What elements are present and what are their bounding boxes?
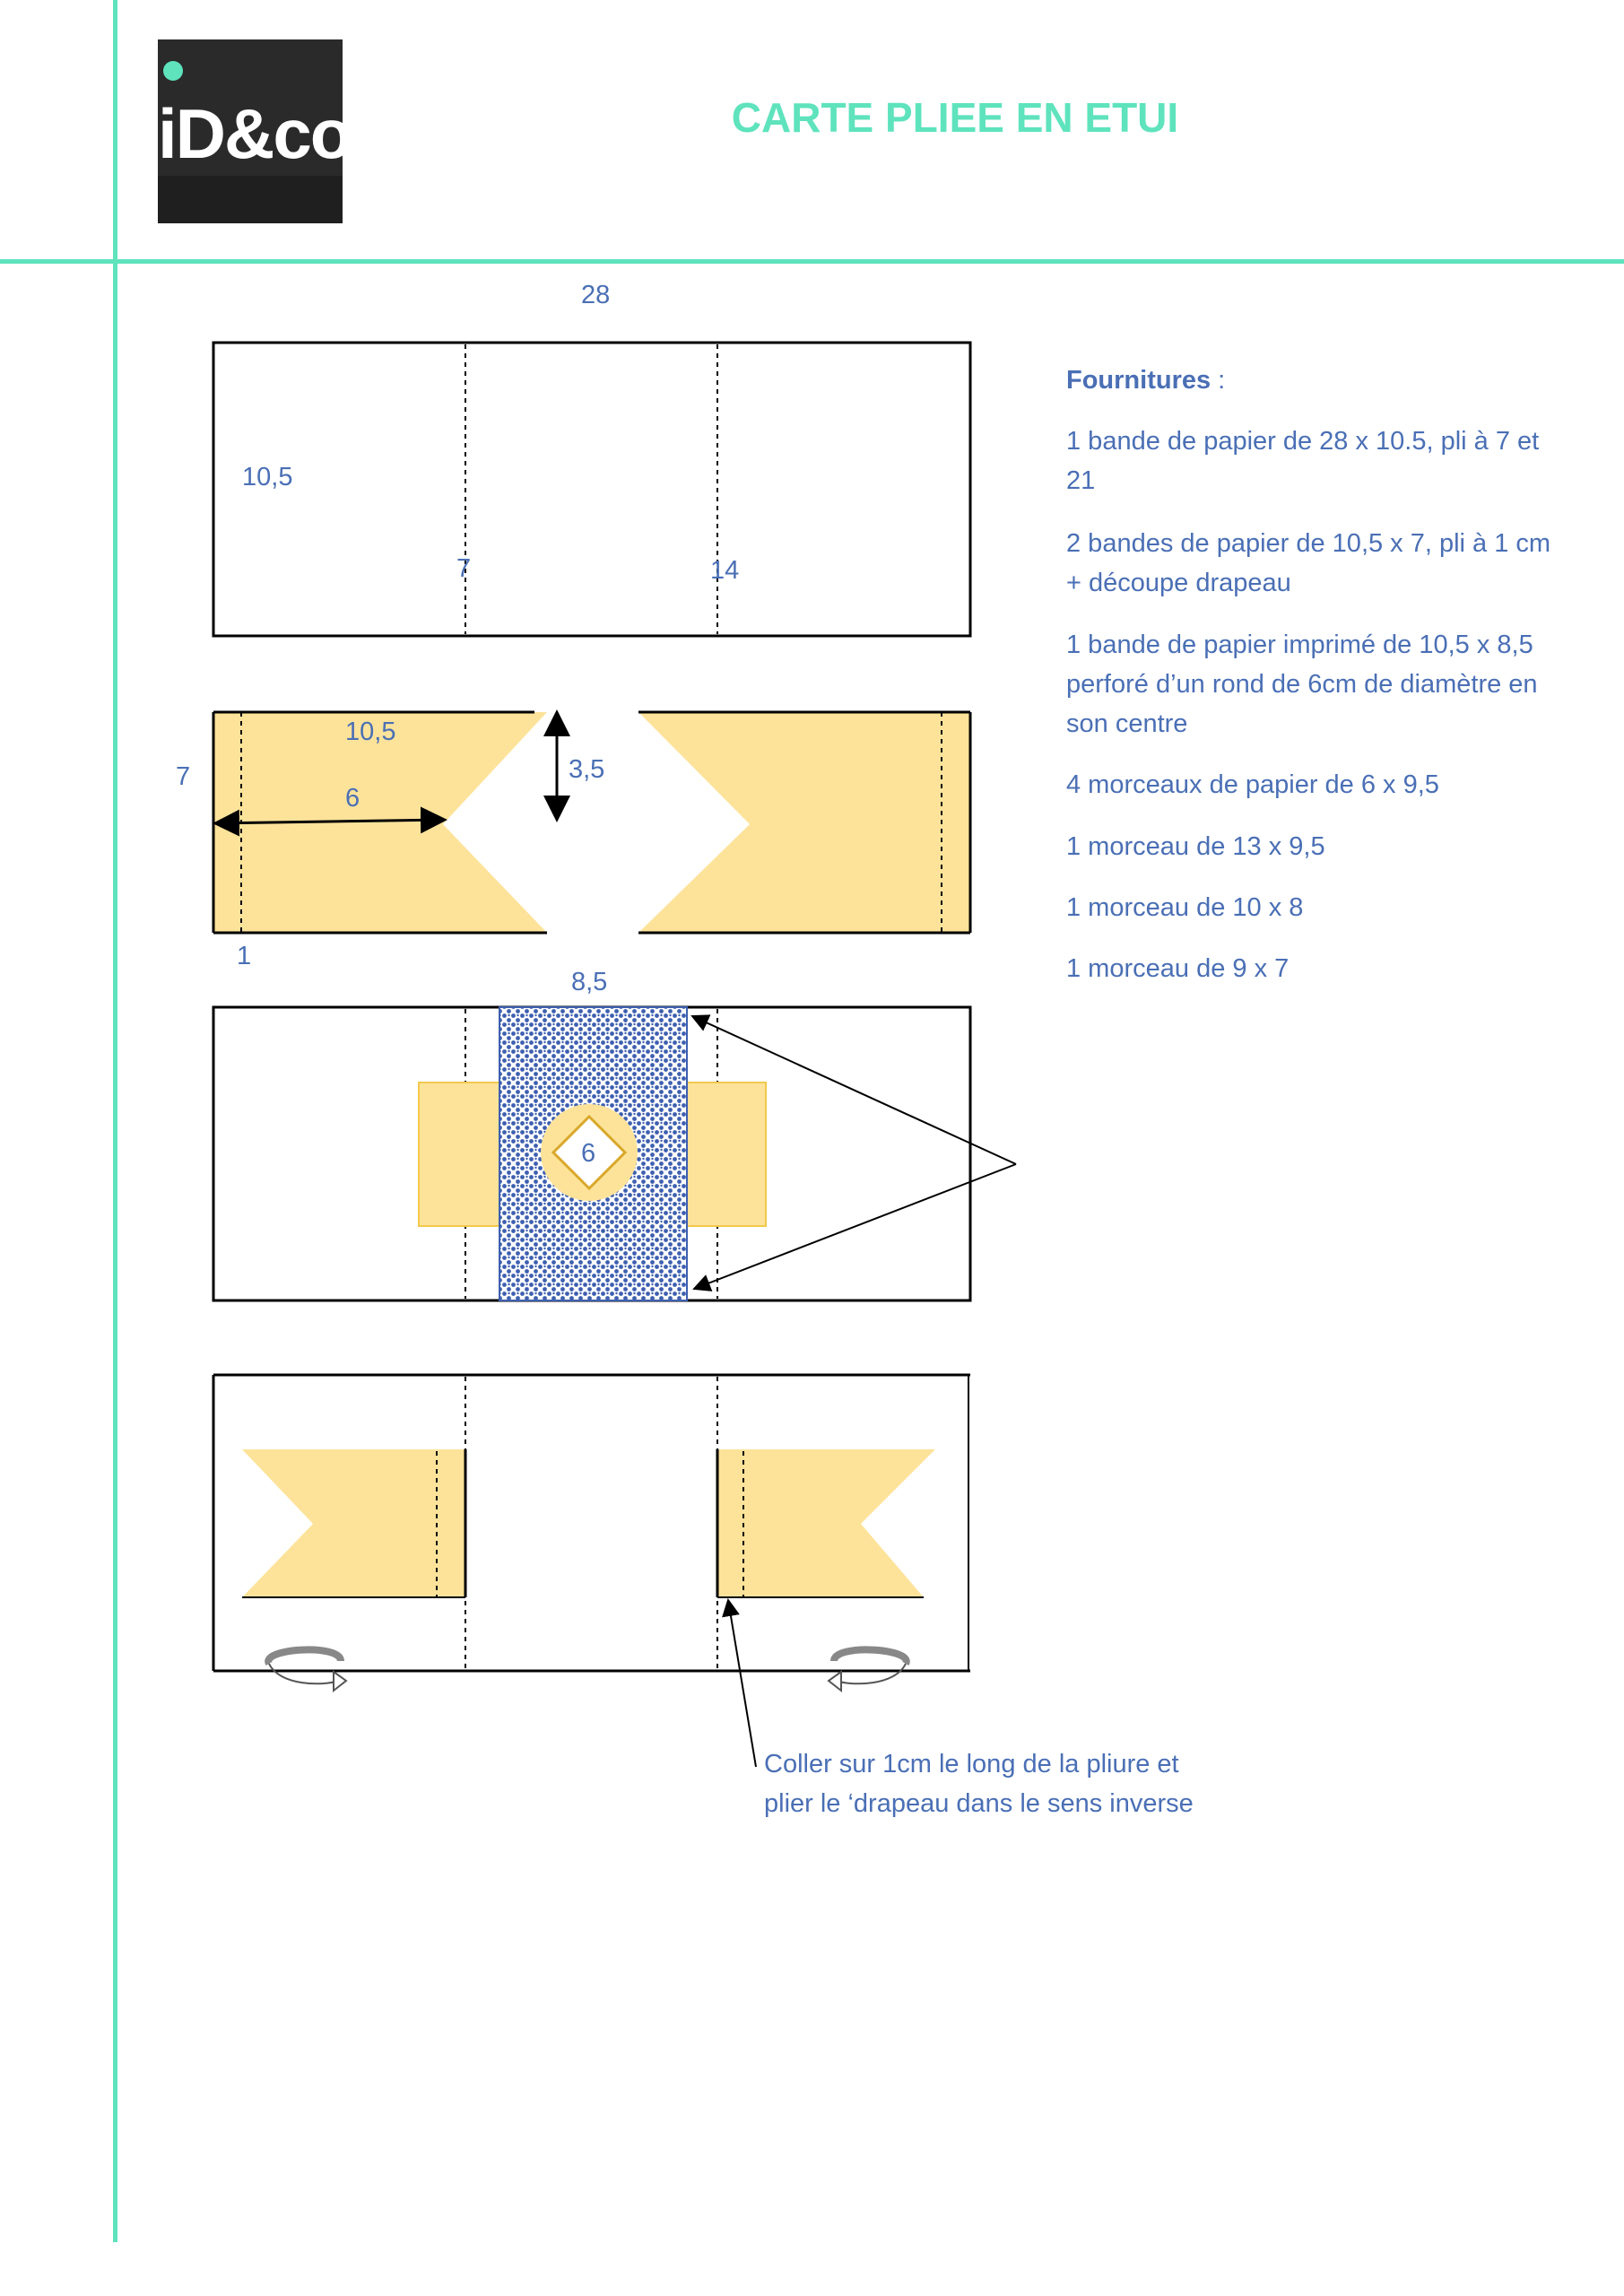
diagram-4-folding — [213, 1375, 970, 1767]
gluing-note-line-2: plier le ‘drapeau dans le sens inverse — [764, 1789, 1194, 1818]
supply-item: 4 morceaux de papier de 6 x 9,5 — [1066, 770, 1439, 799]
supply-item: 1 morceau de 9 x 7 — [1066, 954, 1290, 983]
logo-text: iD&co — [158, 94, 352, 173]
diagram-2-flags — [213, 712, 970, 933]
gluing-note — [764, 1744, 1266, 1823]
diagram-3-width-label: 8,5 — [571, 968, 608, 996]
supply-item: 1 morceau de 10 x 8 — [1066, 893, 1304, 922]
supply-item: 2 bandes de papier de 10,5 x 7, pli à 1 cm + découpe drapeau — [1066, 529, 1551, 597]
diagram-2-margin-label: 1 — [237, 942, 252, 970]
diagram-1-width-label: 28 — [581, 281, 611, 309]
supplies-heading-suffix: : — [1211, 366, 1226, 395]
diagram-1-fold2-label: 14 — [710, 556, 740, 585]
diagram-1-fold1-label: 7 — [456, 554, 472, 583]
page-title: CARTE PLIEE EN ETUI — [731, 94, 1179, 141]
diagram-1-main-strip — [213, 343, 970, 636]
supplies-heading — [1066, 361, 1568, 400]
diagram-1-height-label: 10,5 — [242, 463, 293, 491]
supply-item: 1 bande de papier de 28 x 10.5, pli à 7 et 21 — [1066, 427, 1540, 495]
diagram-3-circle-label: 6 — [581, 1139, 596, 1168]
diagram-2-depth-label: 6 — [345, 784, 360, 813]
gluing-note-line-1: Coller sur 1cm le long de la pliure et — [764, 1750, 1179, 1779]
diagram-2-notch-label: 3,5 — [569, 755, 605, 784]
diagram-2-height-label: 7 — [176, 762, 191, 791]
supply-item: 1 bande de papier imprimé de 10,5 x 8,5 perforé d’un rond de 6cm de diamètre en son centre — [1066, 631, 1538, 738]
diagram-2-width-label: 10,5 — [345, 718, 396, 746]
supplies-heading-text: Fournitures — [1066, 366, 1211, 395]
diagram-3-assembly — [213, 1007, 1016, 1300]
supply-item: 1 morceau de 13 x 9,5 — [1066, 832, 1325, 861]
